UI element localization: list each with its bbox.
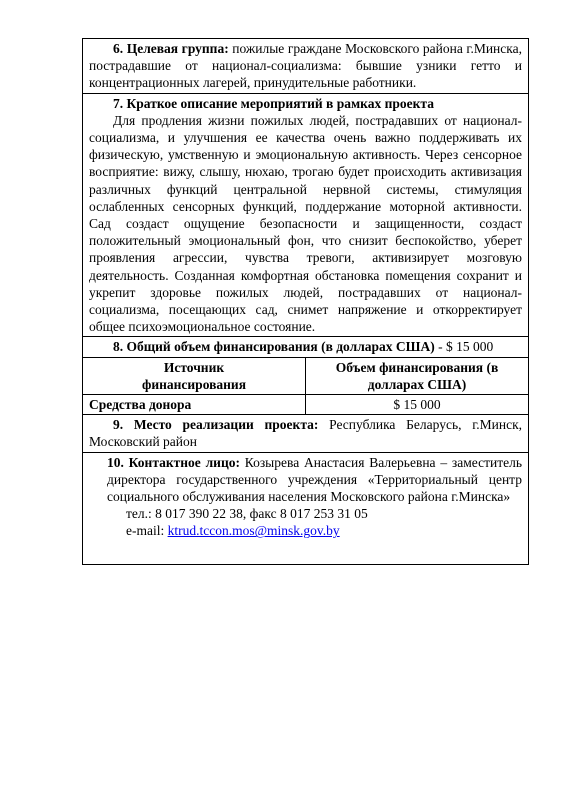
section-9-text: Республика Беларусь, г.Минск, Московский район: [89, 417, 522, 450]
section-8-row: [83, 337, 529, 357]
section-10-row: [83, 452, 529, 564]
section-10-email-line: e-mail: ktrud.tccon.mos@minsk.gov.by: [126, 523, 340, 539]
section-10-cell: [83, 452, 529, 564]
section-8-total: - $ 15 000: [434, 339, 494, 355]
section-9-cell: [83, 415, 529, 452]
section-7-number: 7.: [113, 95, 124, 111]
section-9-number: 9.: [113, 417, 124, 433]
email-link[interactable]: ktrud.tccon.mos@minsk.gov.by: [167, 523, 340, 539]
section-6-text: пожилые граждане Московского района г.Минска, пострадавшие от национал-социализма: бывшие узники гетто и концентрационных лагерей, принудительные работники.: [89, 41, 522, 91]
section-6-row: [83, 39, 529, 94]
section-10-title: Контактное лицо:: [128, 454, 240, 470]
section-10-text: Козырева Анастасия Валерьевна – заместитель директора государственного учреждения «Территориальный центр социального обслуживания населения Московского района г.Минска»: [107, 454, 522, 505]
finance-source-cell: Средства донора: [83, 395, 306, 415]
project-table: [82, 38, 529, 565]
section-6-title: Целевая группа:: [126, 41, 229, 56]
section-6-number: 6.: [113, 41, 124, 56]
section-10-number: 10.: [107, 454, 124, 470]
section-7-cell: [83, 93, 529, 337]
section-7-text: Для продления жизни пожилых людей, пострадавших от национал-социализма, и улучшения ее качества очень важно поддерживать их физическую, умственную и эмоциональную активность. Через сенсорное восприятие: вижу, слышу, нюхаю, трогаю будет происходить активизация различных функций центральной нервной системы, стимуляция ослабленных сенсорных функций, поддержание моторной активности. Сад создаст ощущение безопасности и защищенности, создаст положительный эмоциональный фон, что снизит беспокойство, уберет проявления агрессии, чувства тревоги, активизирует мозговую деятельность. Созданная комфортная обстановка помещения сохранит и укрепит здоровье пожилых людей, пострадавших от национал-социализма, посещающих сад, снимет напряжение и откорректирует общее психоэмоциональное состояние.: [89, 112, 522, 335]
finance-header-source: Источник финансирования: [83, 357, 306, 394]
section-8-number: 8.: [113, 339, 124, 355]
finance-header-amount: Объем финансирования (в долларах США): [306, 357, 529, 394]
finance-header-row: [83, 357, 529, 394]
section-9-row: [83, 415, 529, 452]
section-8-title: Общий объем финансирования (в долларах США): [126, 339, 435, 355]
section-8-cell: [83, 337, 529, 357]
section-10-phone: тел.: 8 017 390 22 38, факс 8 017 253 31 05: [126, 506, 368, 522]
section-7-title: Краткое описание мероприятий в рамках проекта: [126, 95, 434, 111]
finance-amount-cell: $ 15 000: [306, 395, 529, 415]
section-7-row: [83, 93, 529, 337]
section-9-title: Место реализации проекта:: [133, 417, 319, 433]
finance-row: [83, 395, 529, 415]
document-page: [82, 38, 528, 565]
section-6-cell: [83, 39, 529, 94]
